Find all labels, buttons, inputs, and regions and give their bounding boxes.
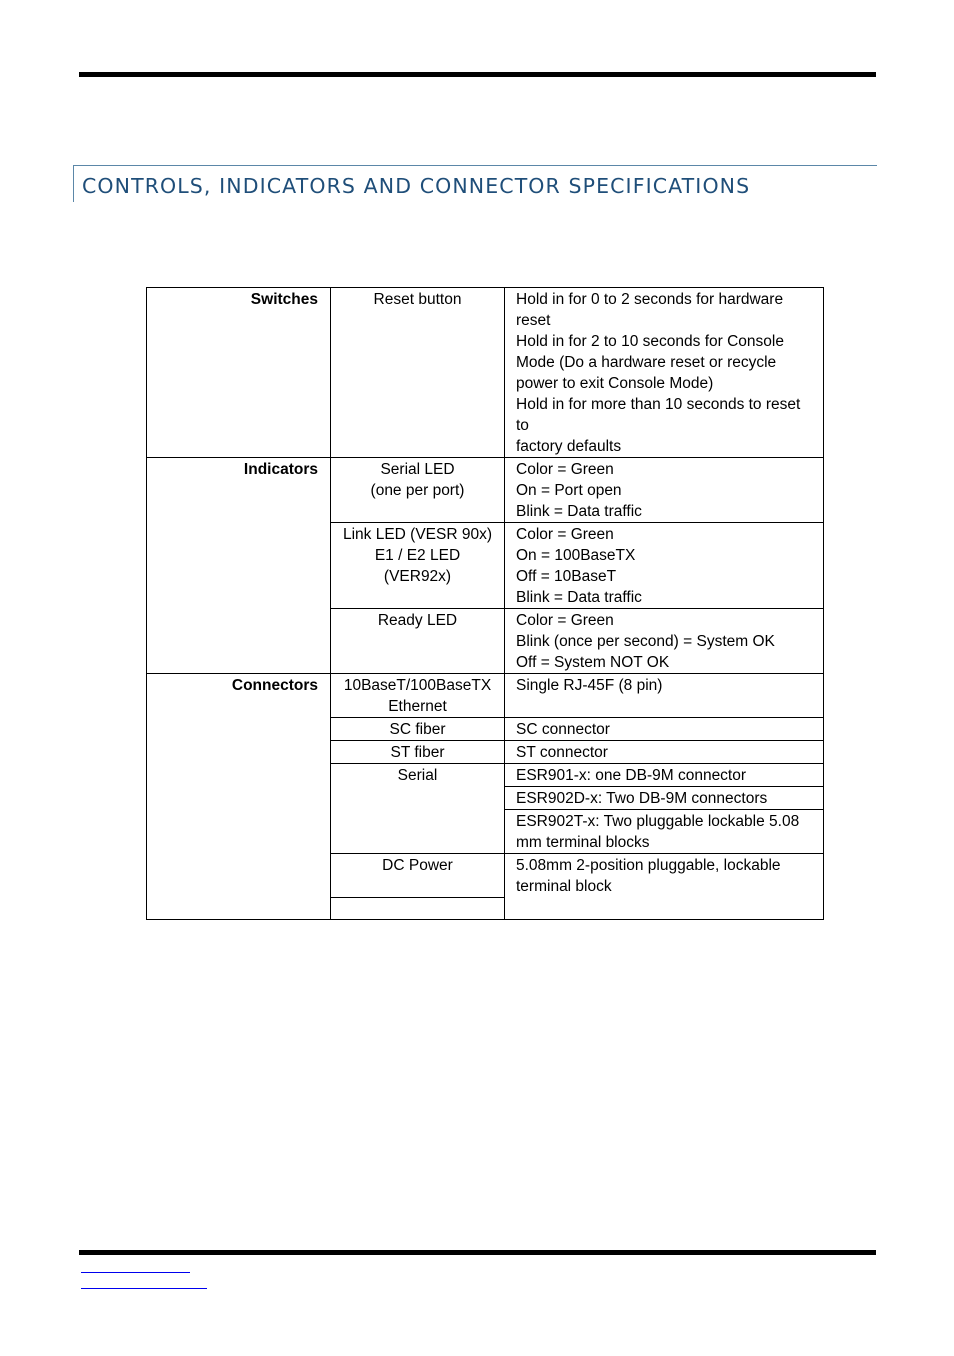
header-rule — [79, 72, 876, 77]
specifications-table — [146, 287, 824, 920]
footer-rule — [79, 1250, 876, 1255]
item-reset-button: Reset button — [331, 288, 505, 458]
desc-ready-led: Color = Green Blink (once per second) = System OK Off = System NOT OK — [505, 609, 824, 674]
table-row-switches — [147, 288, 824, 458]
desc-serial-led: Color = Green On = Port open Blink = Data traffic — [505, 458, 824, 523]
item-ready-led: Ready LED — [331, 609, 505, 674]
footer-link-2[interactable] — [81, 1288, 207, 1289]
item-empty-cell — [331, 898, 505, 920]
desc-serial-esr902d: ESR902D-x: Two DB-9M connectors — [505, 787, 824, 810]
category-indicators: Indicators — [147, 458, 331, 674]
item-serial: Serial — [331, 764, 505, 854]
item-dc-power: DC Power — [331, 854, 505, 898]
category-connectors: Connectors — [147, 674, 331, 920]
item-ethernet: 10BaseT/100BaseTX Ethernet — [331, 674, 505, 718]
item-sc-fiber: SC fiber — [331, 718, 505, 741]
desc-reset-button: Hold in for 0 to 2 seconds for hardware reset Hold in for 2 to 10 seconds for Console Mode (Do a hardware reset or recycle power to exit Console Mode) Hold in for more than 10 seconds to reset to factory defaults — [505, 288, 824, 458]
item-st-fiber: ST fiber — [331, 741, 505, 764]
footer-link-1[interactable] — [81, 1272, 190, 1273]
section-heading-box — [73, 165, 877, 202]
table-row-ethernet — [147, 674, 824, 718]
desc-serial-esr901: ESR901-x: one DB-9M connector — [505, 764, 824, 787]
item-link-led: Link LED (VESR 90x) E1 / E2 LED (VER92x) — [331, 523, 505, 609]
desc-st-fiber: ST connector — [505, 741, 824, 764]
item-serial-led: Serial LED (one per port) — [331, 458, 505, 523]
desc-ethernet: Single RJ-45F (8 pin) — [505, 674, 824, 718]
desc-link-led: Color = Green On = 100BaseTX Off = 10BaseT Blink = Data traffic — [505, 523, 824, 609]
desc-dc-power: 5.08mm 2-position pluggable, lockable terminal block — [505, 854, 824, 920]
category-switches: Switches — [147, 288, 331, 458]
table-row-serial-led — [147, 458, 824, 523]
desc-sc-fiber: SC connector — [505, 718, 824, 741]
section-heading: CONTROLS, INDICATORS AND CONNECTOR SPECIFICATIONS — [82, 174, 751, 198]
desc-serial-esr902t: ESR902T-x: Two pluggable lockable 5.08 mm terminal blocks — [505, 810, 824, 854]
